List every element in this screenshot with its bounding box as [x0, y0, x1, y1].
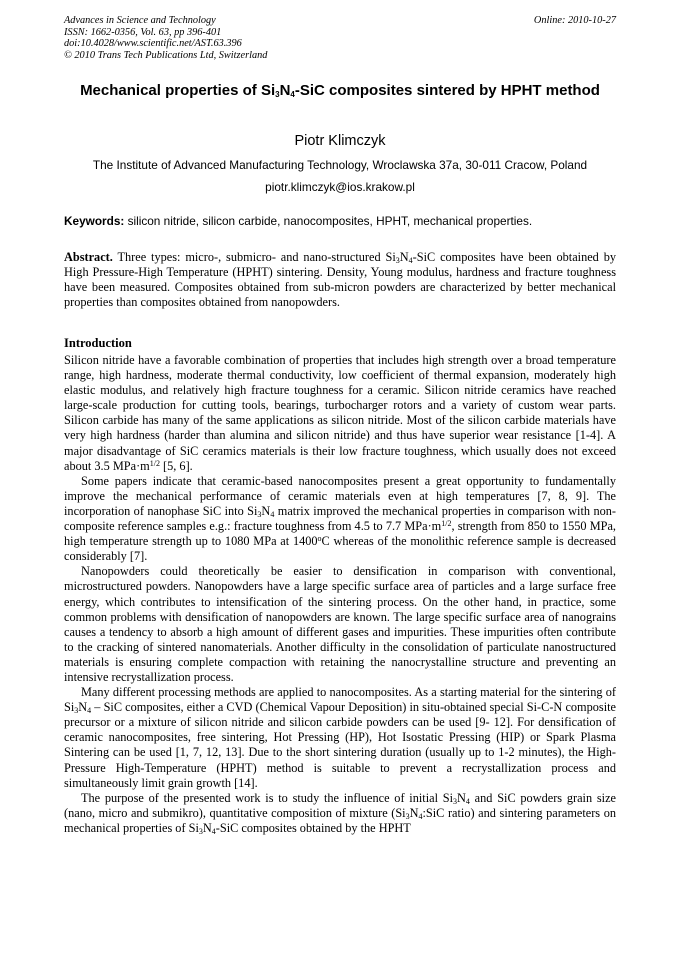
- paragraph: Nanopowders could theoretically be easier to densification in comparison with conventional, microstructured powders. Nanopowders have a large specific surface area of particles and a large surface free energy, which contributes to intensification of the sintering process. On the other hand, in practice, some common problems with densification of nanopowders are known. The large specific surface area of nanograins causes a tendency to absorb a high amount of different gases and impurities. These impurities often contribute to the cracking of sintered nanomaterials. Another difficulty in the consolidation of particulate nanostructured materials is ensuring complete compaction with retaining the nanocrystalline structure and preventing an intensive recrystallization process.: [64, 564, 616, 684]
- affiliation: The Institute of Advanced Manufacturing Technology, Wroclawska 37a, 30-011 Cracow, Poland: [92, 158, 588, 172]
- text: C whereas of the monolithic reference sample is decreased considerably [7].: [64, 534, 616, 564]
- text: – SiC composites, either a CVD (Chemical Vapour Deposition) in situ-obtained special Si-C-N composite precursor or a mixture of silicon nitride and silicon carbide powders can be used [9- 12]. For densification of ceramic nanocomposites, free sintering, Hot Pressing (HP), Hot Isostatic Pressing (HIP) or Spark Plasma Sintering can be used [1, 7, 12, 13]. Due to the short sintering duration (usually up to 1-2 minutes), the High-Pressure High-Temperature (HPHT) method is suitable to prevent a recrystallization process and simultaneously limit grain growth [14].: [64, 700, 616, 790]
- text: N: [78, 700, 88, 715]
- subscript: 4: [270, 509, 275, 519]
- subscript: 3: [395, 256, 400, 265]
- section-heading: Introduction: [64, 336, 132, 350]
- abstract-text: Three types: micro-, submicro- and nano-structured Si: [112, 250, 396, 264]
- subscript: 3: [198, 826, 203, 836]
- subscript: 4: [418, 811, 423, 821]
- text: matrix improved the mechanical properties in comparison with non-composite reference samples e.g.: fracture toughness from 4.5 to 7.7 MPa·m: [64, 503, 616, 534]
- journal-header: [64, 15, 616, 61]
- text: N: [261, 503, 271, 518]
- paper-title: [64, 81, 616, 100]
- email: piotr.klimczyk@ios.krakow.pl: [265, 180, 415, 194]
- text: -SiC composites obtained by the HPHT: [215, 820, 411, 835]
- text: Silicon nitride have a favorable combination of properties that includes high strength over a broad temperature range, high hardness, moderate thermal conductivity, low coefficient of thermal expansion, moderately high elastic modulus, and relatively high fracture toughness for a ceramic. Silicon nitride ceramics have reached large-scale production for cutting tools, bearings, turbocharger rotors and a variety of custom wear parts. Silicon carbide has many of the same applications as silicon nitride. Most of the silicon carbide materials have very high hardness (harder than alumina and silicon nitride) and thus have superior wear resistance [1-4]. A major disadvantage of SiC ceramics materials is their low fracture toughness, which usually does not exceed about 3.5 MPa·m: [64, 353, 616, 473]
- keywords-label: Keywords:: [64, 214, 125, 228]
- title-subscript: 3: [275, 90, 280, 99]
- superscript: o: [317, 534, 322, 544]
- paragraph: [64, 474, 616, 565]
- doi: doi:10.4028/www.scientific.net/AST.63.396: [64, 38, 242, 49]
- subscript: 3: [453, 796, 458, 806]
- title-text: Mechanical properties of Si: [80, 82, 276, 99]
- keywords-text: silicon nitride, silicon carbide, nanocomposites, HPHT, mechanical properties.: [124, 214, 533, 228]
- superscript: 1/2: [149, 458, 160, 468]
- paragraph: [64, 353, 616, 474]
- subscript: 3: [405, 811, 410, 821]
- text: The purpose of the presented work is to study the influence of initial Si: [81, 790, 454, 805]
- abstract-label: Abstract.: [64, 250, 113, 264]
- subscript: 3: [74, 706, 79, 716]
- superscript: 1/2: [441, 519, 452, 529]
- keywords: [64, 214, 616, 228]
- journal-name: Advances in Science and Technology: [64, 15, 216, 26]
- text: N: [202, 820, 212, 835]
- introduction-body: [64, 353, 616, 836]
- text: Many different processing methods are applied to nanocomposites. As a starting material for the sintering of Si: [64, 685, 616, 715]
- text: N: [409, 805, 419, 820]
- subscript: 4: [87, 706, 92, 716]
- text: and SiC powders grain size (nano, micro and submikro), quantitative composition of mixture (Si: [64, 790, 616, 820]
- abstract-text: -SiC composites have been obtained by High Pressure-High Temperature (HPHT) sintering. Density, Young modulus, hardness and fracture toughness have been measured. Composites obtained from sub-micron powders are characterized by better mechanical properties than composites obtained from nanopowders.: [64, 250, 617, 310]
- author: Piotr Klimczyk: [294, 133, 386, 149]
- title-text: -SiC composites sintered by HPHT method: [294, 82, 600, 99]
- online-date: Online: 2010-10-27: [533, 15, 616, 26]
- text: [5, 6].: [159, 458, 193, 473]
- copyright: © 2010 Trans Tech Publications Ltd, Switzerland: [64, 49, 268, 61]
- text: , strength from 850 to 1550 MPa, high temperature strength up to 1080 MPa at 1400: [64, 519, 616, 549]
- text: N: [457, 790, 466, 805]
- text: Some papers indicate that ceramic-based nanocomposites present a great opportunity to fundamentally improve the mechanical performance of ceramic materials even at high temperatures [7, 8, 9]. The incorporation of nanophase SiC into Si: [64, 473, 616, 518]
- subscript: 3: [257, 509, 262, 519]
- subscript: 4: [408, 256, 413, 265]
- title-subscript: 4: [290, 90, 295, 99]
- abstract-text: N: [399, 250, 409, 264]
- issn: ISSN: 1662-0356, Vol. 63, pp 396-401: [64, 26, 222, 38]
- text: :SiC ratio) and sintering parameters on mechanical properties of Si: [64, 805, 616, 835]
- paragraph: [64, 685, 616, 791]
- paragraph: [64, 791, 616, 836]
- subscript: 4: [211, 826, 216, 836]
- abstract: [64, 250, 616, 310]
- title-text: N: [279, 82, 291, 99]
- subscript: 4: [465, 796, 470, 806]
